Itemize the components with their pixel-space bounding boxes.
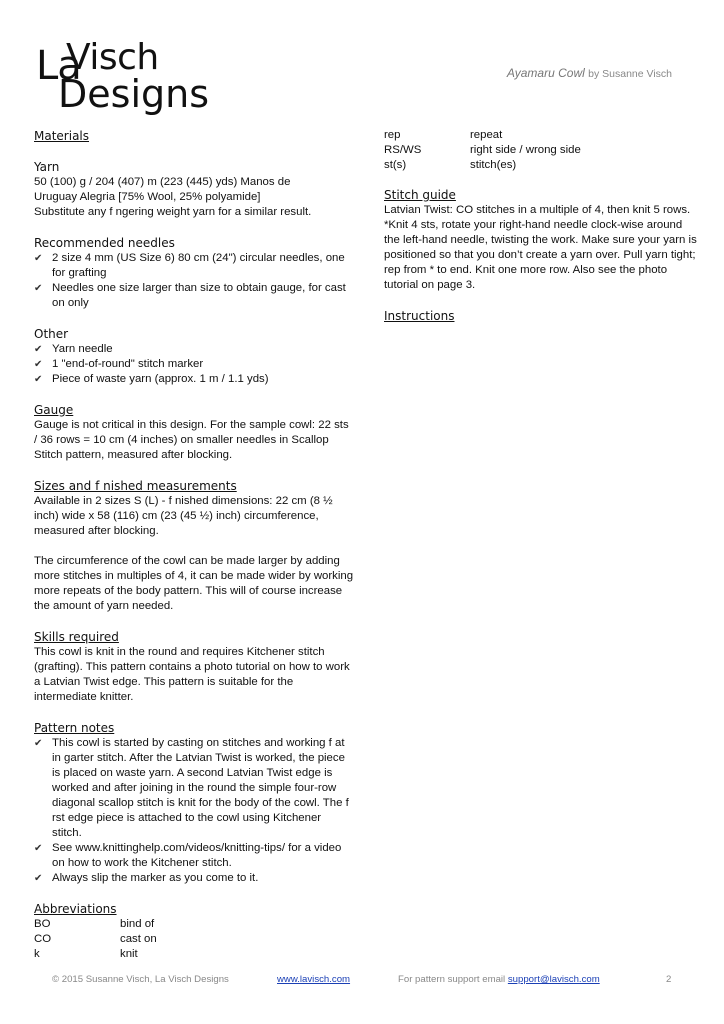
right-column (384, 128, 700, 324)
abbr-term: rep (384, 129, 401, 141)
footer-website-link[interactable]: www.lavisch.com (277, 974, 351, 985)
abbr-meaning: bind of (120, 918, 155, 930)
needles-item: ✔ Needles one size larger than size to obtain gauge, for cast on only (34, 281, 354, 311)
skills-text: This cowl is knit in the round and requires Kitchener stitch (grafting). This pattern contains a photo tutorial on how to work a Latvian Twist edge. This pattern is suitable for the intermediate knitter. (34, 646, 350, 703)
notes-heading: Pattern notes (34, 721, 115, 735)
abbr-meaning: repeat (470, 129, 503, 141)
abbreviations-table-right (384, 128, 581, 173)
table-row (34, 947, 157, 962)
yarn-heading: Yarn (34, 160, 60, 174)
notes-item: ✔ Always slip the marker as you come to it. (34, 871, 354, 886)
abbreviations-heading: Abbreviations (34, 902, 117, 916)
pattern-title: Ayamaru Cowl (506, 66, 585, 80)
notes-list (34, 736, 354, 886)
abbr-term: CO (34, 933, 52, 945)
brand-logo (36, 37, 236, 120)
materials-heading: Materials (34, 129, 90, 143)
needles-list (34, 251, 354, 311)
gauge-heading: Gauge (34, 403, 74, 417)
footer-support-prefix: For pattern support email (398, 974, 508, 985)
left-column (34, 128, 354, 962)
table-row (384, 143, 581, 158)
page-number: 2 (666, 974, 672, 985)
other-heading: Other (34, 327, 69, 341)
skills-heading: Skills required (34, 630, 119, 644)
abbr-term: k (34, 948, 40, 960)
needles-heading: Recommended needles (34, 236, 175, 250)
abbr-meaning: cast on (120, 933, 157, 945)
logo-la: La (36, 43, 81, 89)
sizes-heading: Sizes and f nished measurements (34, 479, 237, 493)
other-item: ✔ Piece of waste yarn (approx. 1 m / 1.1 yds) (34, 372, 354, 387)
table-row (384, 158, 581, 173)
abbr-term: RS/WS (384, 144, 422, 156)
abbr-term: st(s) (384, 159, 407, 171)
yarn-line-1: 50 (100) g / 204 (407) m (223 (445) yds) Manos de (34, 176, 291, 188)
yarn-line-2: Uruguay Alegria [75% Wool, 25% polyamide] (34, 191, 261, 203)
instructions-heading: Instructions (384, 309, 455, 323)
footer-support (398, 974, 600, 985)
gauge-text: Gauge is not critical in this design. For the sample cowl: 22 sts / 36 rows = 10 cm (4 inches) on smaller needles in Scallop Stitch pattern, measured after blocking. (34, 419, 349, 461)
footer-support-email-link[interactable]: support@lavisch.com (507, 974, 600, 985)
abbr-term: BO (34, 918, 51, 930)
abbr-meaning: stitch(es) (470, 159, 517, 171)
sizes-text: Available in 2 sizes S (L) - f nished dimensions: 22 cm (8 ½ inch) wide x 58 (116) cm (23 (45 ½) inch) circumference, measured after blocking. (34, 495, 333, 537)
table-row (34, 932, 157, 947)
notes-item: ✔ See www.knittinghelp.com/videos/knitting-tips/ for a video on how to work the Kitchener stitch. (34, 841, 354, 871)
yarn-line-3: Substitute any f ngering weight yarn for a similar result. (34, 206, 312, 218)
table-row (34, 917, 157, 932)
logo-visch: Visch (66, 37, 159, 78)
footer-copyright: © 2015 Susanne Visch, La Visch Designs (52, 974, 229, 985)
table-row (384, 128, 581, 143)
abbreviations-table-left (34, 917, 157, 962)
abbr-meaning: right side / wrong side (470, 144, 581, 156)
other-item: ✔ Yarn needle (34, 342, 354, 357)
other-item: ✔ 1 "end-of-round" stitch marker (34, 357, 354, 372)
pattern-byline: by Susanne Visch (588, 68, 672, 80)
abbr-meaning: knit (120, 948, 138, 960)
stitch-guide-heading: Stitch guide (384, 188, 456, 202)
stitch-guide-text: Latvian Twist: CO stitches in a multiple of 4, then knit 5 rows. *Knit 4 sts, rotate your right-hand needle clock-wise around the left-hand needle, twisting the work. Make sure your yarn is positioned so that you don’t create a yarn over. Pull yarn tight; rep from * to end. Knit one more row. Also see the photo tutorial on page 3. (384, 204, 697, 291)
logo-designs: Designs (58, 72, 209, 116)
other-list (34, 342, 354, 387)
notes-item: ✔ This cowl is started by casting on stitches and working f at in garter stitch. After the Latvian Twist is worked, the piece is placed on waste yarn. A second Latvian Twist edge is worked and after joining in the round the simple four-row diagonal scallop stitch is knit for the body of the cowl. The f rst edge piece is attached to the cowl using Kitchener stitch. (34, 736, 354, 841)
needles-item: ✔ 2 size 4 mm (US Size 6) 80 cm (24") circular needles, one for grafting (34, 251, 354, 281)
sizes-text-2: The circumference of the cowl can be made larger by adding more stitches in multiples of 4, it can be made wider by working more repeats of the body pattern. This will of course increase the amount of yarn needed. (34, 555, 354, 612)
pattern-header (507, 66, 672, 80)
